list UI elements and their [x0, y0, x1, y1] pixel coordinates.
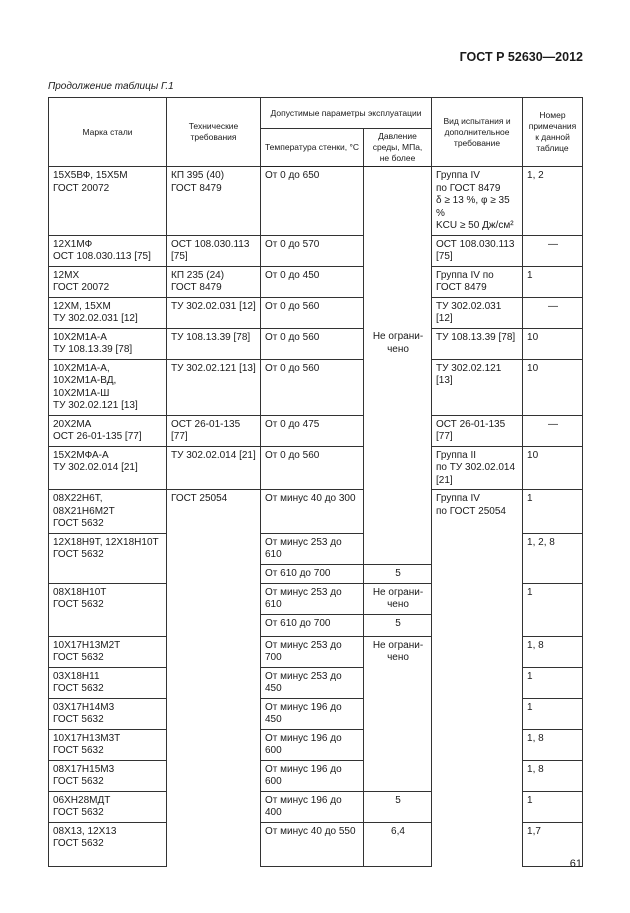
cell-temperature: От 0 до 560 [261, 446, 364, 490]
cell-note: 1 [523, 667, 583, 698]
cell-temperature: От 0 до 650 [261, 167, 364, 236]
cell-steel-grade: 08Х18Н10Т ГОСТ 5632 [49, 583, 167, 636]
cell-note: 1, 8 [523, 729, 583, 760]
cell-note: 10 [523, 359, 583, 415]
cell-steel-grade: 10Х2М1А-А ТУ 108.13.39 [78] [49, 328, 167, 359]
table-row [49, 490, 583, 534]
cell-temperature: От 0 до 560 [261, 359, 364, 415]
cell-note: 1, 8 [523, 760, 583, 791]
cell-note: — [523, 235, 583, 266]
cell-steel-grade: 10Х17Н13М3Т ГОСТ 5632 [49, 729, 167, 760]
table-row [49, 415, 583, 446]
cell-temperature: От 0 до 560 [261, 328, 364, 359]
table-row [49, 297, 583, 328]
cell-note: 10 [523, 446, 583, 490]
cell-pressure [364, 167, 432, 329]
header-note-number: Номер примечания к данной таблице [523, 98, 583, 167]
cell-test-type: ТУ 302.02.031 [12] [432, 297, 523, 328]
header-test-type: Вид испытания и дополнительное требование [432, 98, 523, 167]
cell-note: — [523, 415, 583, 446]
cell-tech-req: ТУ 302.02.031 [12] [167, 297, 261, 328]
table-row [49, 328, 583, 359]
cell-tech-req: ТУ 302.02.121 [13] [167, 359, 261, 415]
cell-note: 1, 2 [523, 167, 583, 236]
cell-pressure: 5 [364, 614, 432, 636]
cell-steel-grade: 20Х2МА ОСТ 26-01-135 [77] [49, 415, 167, 446]
cell-temperature: От 0 до 570 [261, 235, 364, 266]
header-steel-grade: Марка стали [49, 98, 167, 167]
cell-note: — [523, 297, 583, 328]
cell-pressure: 5 [364, 564, 432, 583]
cell-steel-grade: 12Х18Н9Т, 12Х18Н10Т ГОСТ 5632 [49, 533, 167, 583]
cell-steel-grade: 15Х2МФА-А ТУ 302.02.014 [21] [49, 446, 167, 490]
cell-temperature: От минус 196 до 400 [261, 791, 364, 822]
cell-temperature: От 610 до 700 [261, 564, 364, 583]
cell-pressure: 6,4 [364, 822, 432, 866]
table-row [49, 359, 583, 415]
cell-steel-grade: 08Х13, 12Х13 ГОСТ 5632 [49, 822, 167, 866]
header-pressure: Давление среды, МПа, не более [364, 129, 432, 167]
table-row [49, 167, 583, 236]
header-operating-params: Допустимые параметры эксплуатации [261, 98, 432, 129]
cell-tech-req: КП 395 (40) ГОСТ 8479 [167, 167, 261, 236]
cell-temperature: От минус 196 до 600 [261, 760, 364, 791]
header-tech-requirements: Технические требования [167, 98, 261, 167]
cell-pressure [364, 533, 432, 564]
cell-test-type: Группа IV по ГОСТ 8479 [432, 266, 523, 297]
cell-steel-grade: 06ХН28МДТ ГОСТ 5632 [49, 791, 167, 822]
cell-note: 1 [523, 490, 583, 534]
cell-temperature: От минус 253 до 450 [261, 667, 364, 698]
cell-note: 1,7 [523, 822, 583, 866]
table-row [49, 266, 583, 297]
cell-steel-grade: 03Х18Н11 ГОСТ 5632 [49, 667, 167, 698]
cell-tech-req: ГОСТ 25054 [167, 490, 261, 867]
cell-steel-grade: 12Х1МФ ОСТ 108.030.113 [75] [49, 235, 167, 266]
cell-tech-req: ТУ 108.13.39 [78] [167, 328, 261, 359]
cell-tech-req: ТУ 302.02.014 [21] [167, 446, 261, 490]
cell-temperature: От 610 до 700 [261, 614, 364, 636]
cell-pressure: Не ограни- чено [364, 328, 432, 533]
table-row [49, 235, 583, 266]
cell-tech-req: ОСТ 108.030.113 [75] [167, 235, 261, 266]
cell-temperature: От минус 40 до 550 [261, 822, 364, 866]
cell-temperature: От 0 до 450 [261, 266, 364, 297]
cell-steel-grade: 08Х17Н15М3 ГОСТ 5632 [49, 760, 167, 791]
cell-temperature: От минус 196 до 450 [261, 698, 364, 729]
cell-note: 1 [523, 698, 583, 729]
cell-pressure: Не ограни- чено [364, 636, 432, 791]
cell-temperature: От 0 до 475 [261, 415, 364, 446]
cell-tech-req: ОСТ 26-01-135 [77] [167, 415, 261, 446]
cell-test-type: Группа IV по ГОСТ 25054 [432, 490, 523, 867]
cell-test-type: ОСТ 108.030.113 [75] [432, 235, 523, 266]
cell-tech-req: КП 235 (24) ГОСТ 8479 [167, 266, 261, 297]
steel-grades-table [48, 97, 583, 867]
cell-note: 1, 8 [523, 636, 583, 667]
table-caption: Продолжение таблицы Г.1 [48, 81, 174, 92]
cell-steel-grade: 12ХМ, 15ХМ ТУ 302.02.031 [12] [49, 297, 167, 328]
cell-pressure: Не ограни- чено [364, 583, 432, 614]
table-row [49, 446, 583, 490]
page-number: 61 [569, 858, 582, 870]
cell-steel-grade: 08Х22Н6Т, 08Х21Н6М2Т ГОСТ 5632 [49, 490, 167, 534]
document-code: ГОСТ Р 52630—2012 [459, 50, 583, 64]
cell-test-type: ОСТ 26-01-135 [77] [432, 415, 523, 446]
cell-test-type: Группа IV по ГОСТ 8479 δ ≥ 13 %, φ ≥ 35 % KCU ≥ 50 Дж/см² [432, 167, 523, 236]
cell-steel-grade: 15Х5ВФ, 15Х5М ГОСТ 20072 [49, 167, 167, 236]
cell-note: 1 [523, 583, 583, 636]
cell-pressure: 5 [364, 791, 432, 822]
cell-test-type: ТУ 108.13.39 [78] [432, 328, 523, 359]
cell-note: 1 [523, 791, 583, 822]
cell-steel-grade: 10Х17Н13М2Т ГОСТ 5632 [49, 636, 167, 667]
cell-steel-grade: 10Х2М1А-А, 10Х2М1А-ВД, 10Х2М1А-Ш ТУ 302.02.121 [13] [49, 359, 167, 415]
cell-steel-grade: 12МХ ГОСТ 20072 [49, 266, 167, 297]
cell-temperature: От минус 196 до 600 [261, 729, 364, 760]
cell-note: 1 [523, 266, 583, 297]
cell-test-type: Группа II по ТУ 302.02.014 [21] [432, 446, 523, 490]
header-wall-temperature: Температура стенки, °С [261, 129, 364, 167]
cell-note: 10 [523, 328, 583, 359]
cell-temperature: От минус 253 до 610 [261, 583, 364, 614]
cell-note: 1, 2, 8 [523, 533, 583, 583]
cell-steel-grade: 03Х17Н14М3 ГОСТ 5632 [49, 698, 167, 729]
cell-test-type: ТУ 302.02.121 [13] [432, 359, 523, 415]
cell-temperature: От минус 253 до 610 [261, 533, 364, 564]
cell-temperature: От минус 40 до 300 [261, 490, 364, 534]
cell-temperature: От 0 до 560 [261, 297, 364, 328]
cell-temperature: От минус 253 до 700 [261, 636, 364, 667]
